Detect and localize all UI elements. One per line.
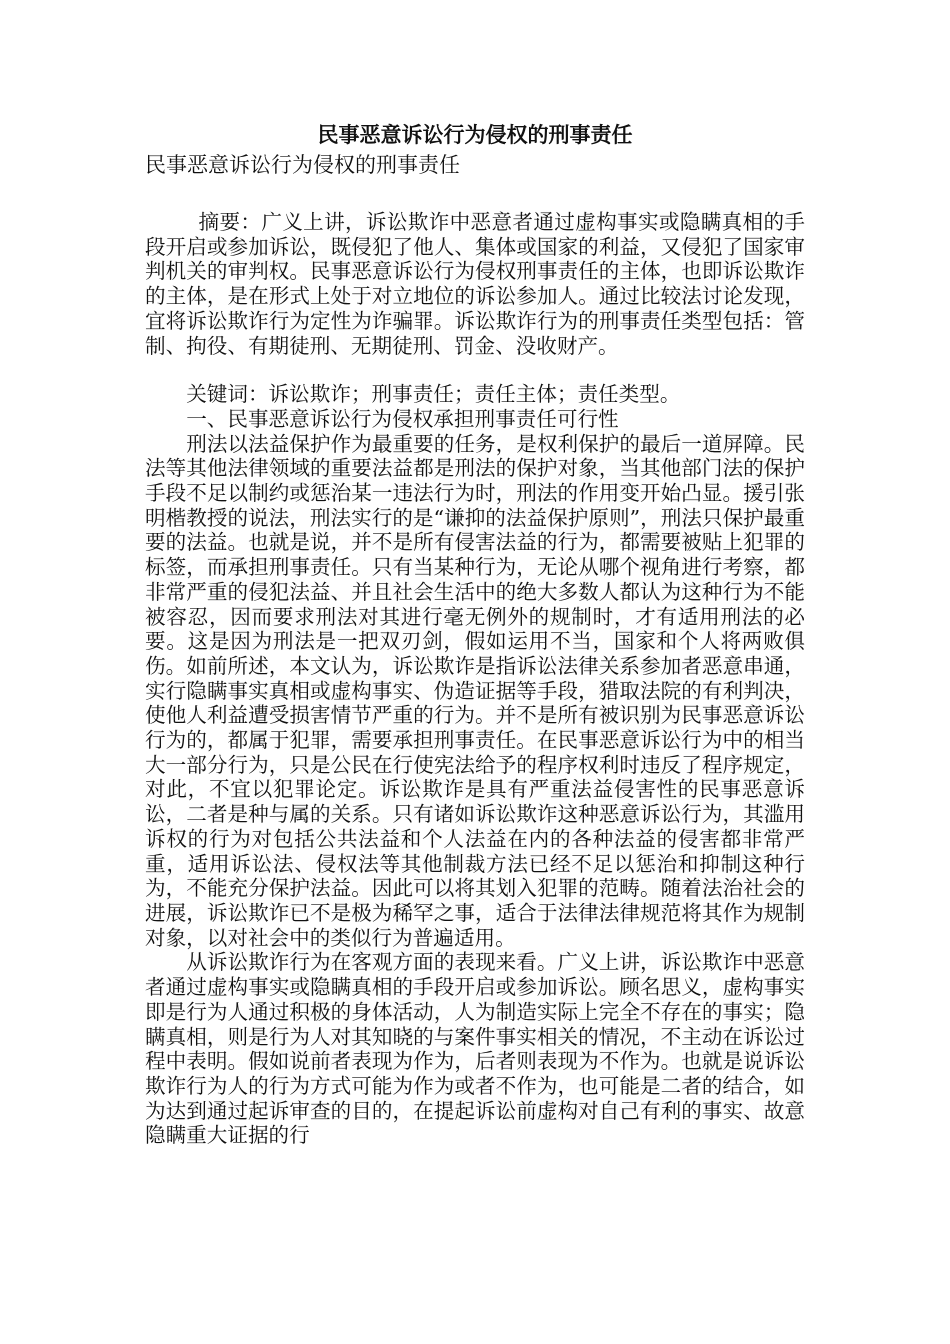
blank-line [145,180,805,210]
keywords-line: 关键词：诉讼欺诈；刑事责任；责任主体；责任类型。 [186,382,681,407]
document-page [145,120,805,1148]
section-heading: 一、民事恶意诉讼行为侵权承担刑事责任可行性 [186,406,619,431]
abstract-paragraph: 摘要：广义上讲，诉讼欺诈中恶意者通过虚构事实或隐瞒真相的手段开启或参加诉讼，既侵犯了他人、集体或国家的利益，又侵犯了国家审判机关的审判权。民事恶意诉讼行为侵权刑事责任的主体，也即诉讼欺诈的主体，是在形式上处于对立地位的诉讼参加人。通过比较法讨论发现，宜将诉讼欺诈行为定性为诈骗罪。诉讼欺诈行为的刑事责任类型包括：管制、拘役、有期徒刑、无期徒刑、罚金、没收财产。 [145,210,805,358]
document-title: 民事恶意诉讼行为侵权的刑事责任 [317,122,633,147]
blank-line [145,358,805,382]
document-subtitle: 民事恶意诉讼行为侵权的刑事责任 [145,153,460,177]
body-paragraph: 刑法以法益保护作为最重要的任务，是权利保护的最后一道屏障。民法等其他法律领域的重要法益都是刑法的保护对象，当其他部门法的保护手段不足以制约或惩治某一违法行为时，刑法的作用变开始凸显。援引张明楷教授的说法，刑法实行的是“谦抑的法益保护原则”，刑法只保护最重要的法益。也就是说，并不是所有侵害法益的行为，都需要被贴上犯罪的标签，而承担刑事责任。只有当某种行为，无论从哪个视角进行考察，都非常严重的侵犯法益、并且社会生活中的绝大多数人都认为这种行为不能被容忍，因而要求刑法对其进行毫无例外的规制时，才有适用刑法的必要。这是因为刑法是一把双刃剑，假如运用不当，国家和个人将两败俱伤。如前所述，本文认为，诉讼欺诈是指诉讼法律关系参加者恶意串通，实行隐瞒事实真相或虚构事实、伪造证据等手段，猎取法院的有利判决，使他人利益遭受损害情节严重的行为。并不是所有被识别为民事恶意诉讼行为的，都属于犯罪，需要承担刑事责任。在民事恶意诉讼行为中的相当大一部分行为，只是公民在行使宪法给予的程序权利时违反了程序规定，对此，不宜以犯罪论定。诉讼欺诈是具有严重法益侵害性的民事恶意诉讼，二者是种与属的关系。只有诸如诉讼欺诈这种恶意诉讼行为，其滥用诉权的行为对包括公共法益和个人法益在内的各种法益的侵害都非常严重，适用诉讼法、侵权法等其他制裁方法已经不足以惩治和抑制这种行为，不能充分保护法益。因此可以将其划入犯罪的范畴。随着法治社会的进展，诉讼欺诈已不是极为稀罕之事，适合于法律法律规范将其作为规制对象，以对社会中的类似行为普遍适用。 [145,431,805,950]
body-paragraph: 从诉讼欺诈行为在客观方面的表现来看。广义上讲，诉讼欺诈中恶意者通过虚构事实或隐瞒真相的手段开启或参加诉讼。顾名思义，虚构事实即是行为人通过积极的身体活动，人为制造实际上完全不存在的事实；隐瞒真相，则是行为人对其知晓的与案件事实相关的情况，不主动在诉讼过程中表明。假如说前者表现为作为，后者则表现为不作为。也就是说诉讼欺诈行为人的行为方式可能为作为或者不作为，也可能是二者的结合，如为达到通过起诉审查的目的，在提起诉讼前虚构对自己有利的事实、故意隐瞒重大证据的行 [145,950,805,1148]
